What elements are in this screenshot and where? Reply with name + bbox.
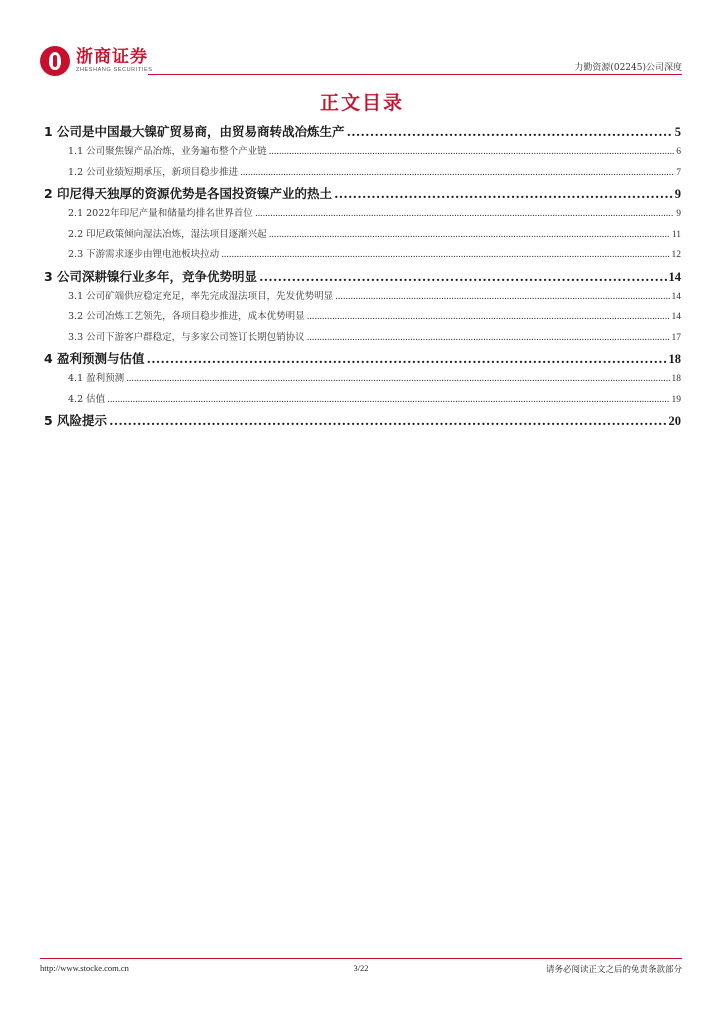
toc-entry-page: 7 bbox=[676, 167, 681, 178]
toc-entry[interactable] bbox=[44, 121, 681, 142]
toc-entry-page: 20 bbox=[668, 414, 681, 428]
toc-subentry[interactable] bbox=[44, 369, 681, 390]
dot-leader bbox=[347, 121, 673, 142]
page-footer bbox=[40, 958, 682, 979]
toc-entry-page: 18 bbox=[671, 374, 681, 384]
toc-entry-page: 6 bbox=[676, 147, 681, 157]
toc-entry[interactable] bbox=[44, 410, 681, 431]
dot-leader bbox=[269, 142, 675, 163]
toc-entry-page: 9 bbox=[676, 209, 681, 219]
toc-entry-page: 12 bbox=[671, 250, 681, 260]
dot-leader bbox=[126, 369, 669, 390]
toc-subentry[interactable] bbox=[44, 225, 681, 246]
toc-subentry[interactable] bbox=[44, 287, 681, 308]
toc-subentry[interactable] bbox=[44, 142, 681, 163]
toc-entry-label: 4.2 估值 bbox=[68, 393, 106, 405]
toc-entry-page: 19 bbox=[671, 394, 681, 405]
toc-entry-label: 1 公司是中国最大镍矿贸易商，由贸易商转战冶炼生产 bbox=[44, 124, 345, 139]
dot-leader bbox=[335, 287, 669, 308]
dot-leader bbox=[307, 307, 670, 328]
dot-leader bbox=[240, 163, 674, 184]
toc-entry-label: 1.2 公司业绩短期承压，新项目稳步推进 bbox=[68, 166, 239, 178]
dot-leader bbox=[259, 266, 666, 287]
disclaimer-note: 请务必阅读正文之后的免责条款部分 bbox=[545, 965, 682, 975]
dot-leader bbox=[221, 245, 669, 266]
logo-name-cn: 浙商证券 bbox=[76, 47, 148, 67]
dot-leader bbox=[334, 183, 673, 204]
toc-subentry[interactable] bbox=[44, 307, 681, 328]
page-header bbox=[40, 44, 682, 84]
toc-entry-label: 1.1 公司聚焦镍产品冶炼，业务遍布整个产业链 bbox=[68, 146, 267, 157]
toc-subentry[interactable] bbox=[44, 245, 681, 266]
toc-entry-label: 2.2 印尼政策倾向湿法冶炼，湿法项目逐渐兴起 bbox=[68, 228, 267, 240]
toc-entry-page: 9 bbox=[674, 187, 681, 201]
dot-leader bbox=[269, 225, 670, 246]
toc-subentry[interactable] bbox=[44, 390, 681, 411]
toc-entry[interactable] bbox=[44, 183, 681, 204]
toc-entry-page: 18 bbox=[668, 352, 681, 366]
toc-entry-page: 5 bbox=[674, 125, 681, 139]
toc-heading: 正文目录 bbox=[319, 92, 404, 114]
toc-entry[interactable] bbox=[44, 348, 681, 369]
toc-subentry[interactable] bbox=[44, 204, 681, 225]
toc-entry-label: 4 盈利预测与估值 bbox=[44, 351, 145, 366]
toc-entry-label: 3 公司深耕镍行业多年，竞争优势明显 bbox=[44, 268, 258, 284]
toc-entry-label: 2.1 2022年印尼产量和储量均排名世界首位 bbox=[68, 208, 253, 219]
toc-entry-page: 14 bbox=[668, 269, 681, 284]
toc-entry-page: 11 bbox=[671, 229, 681, 240]
report-title: 力勤资源(02245)公司深度 bbox=[574, 63, 682, 73]
dot-leader bbox=[147, 348, 667, 369]
toc-entry-label: 2.3 下游需求逐步由锂电池板块拉动 bbox=[68, 249, 220, 260]
toc-entry-label: 3.2 公司冶炼工艺领先，各项目稳步推进，成本优势明显 bbox=[68, 311, 305, 322]
toc-entry-label: 3.3 公司下游客户群稳定，与多家公司签订长期包销协议 bbox=[68, 331, 305, 343]
footer-divider bbox=[40, 958, 682, 959]
dot-leader bbox=[255, 204, 674, 225]
dot-leader bbox=[109, 410, 666, 431]
toc-subentry[interactable] bbox=[44, 163, 681, 184]
table-of-contents bbox=[44, 121, 681, 431]
toc-entry-label: 5 风险提示 bbox=[44, 413, 108, 428]
toc-entry-label: 4.1 盈利预测 bbox=[68, 373, 125, 384]
toc-subentry[interactable] bbox=[44, 328, 681, 349]
logo-name-en: ZHESHANG SECURITIES bbox=[76, 67, 153, 73]
toc-entry[interactable] bbox=[44, 266, 681, 287]
logo-icon bbox=[40, 46, 70, 76]
website-link[interactable]: http://www.stocke.com.cn bbox=[40, 963, 129, 973]
dot-leader bbox=[107, 390, 669, 411]
toc-entry-page: 14 bbox=[671, 291, 681, 302]
company-logo bbox=[40, 44, 153, 78]
page-number: 3/22 bbox=[353, 963, 369, 973]
toc-entry-page: 17 bbox=[671, 332, 681, 343]
toc-entry-label: 2 印尼得天独厚的资源优势是各国投资镍产业的热土 bbox=[44, 186, 333, 201]
dot-leader bbox=[307, 328, 670, 349]
header-divider bbox=[148, 74, 682, 75]
toc-entry-page: 14 bbox=[671, 312, 681, 322]
toc-entry-label: 3.1 公司矿端供应稳定充足，率先完成湿法项目，先发优势明显 bbox=[68, 290, 334, 302]
